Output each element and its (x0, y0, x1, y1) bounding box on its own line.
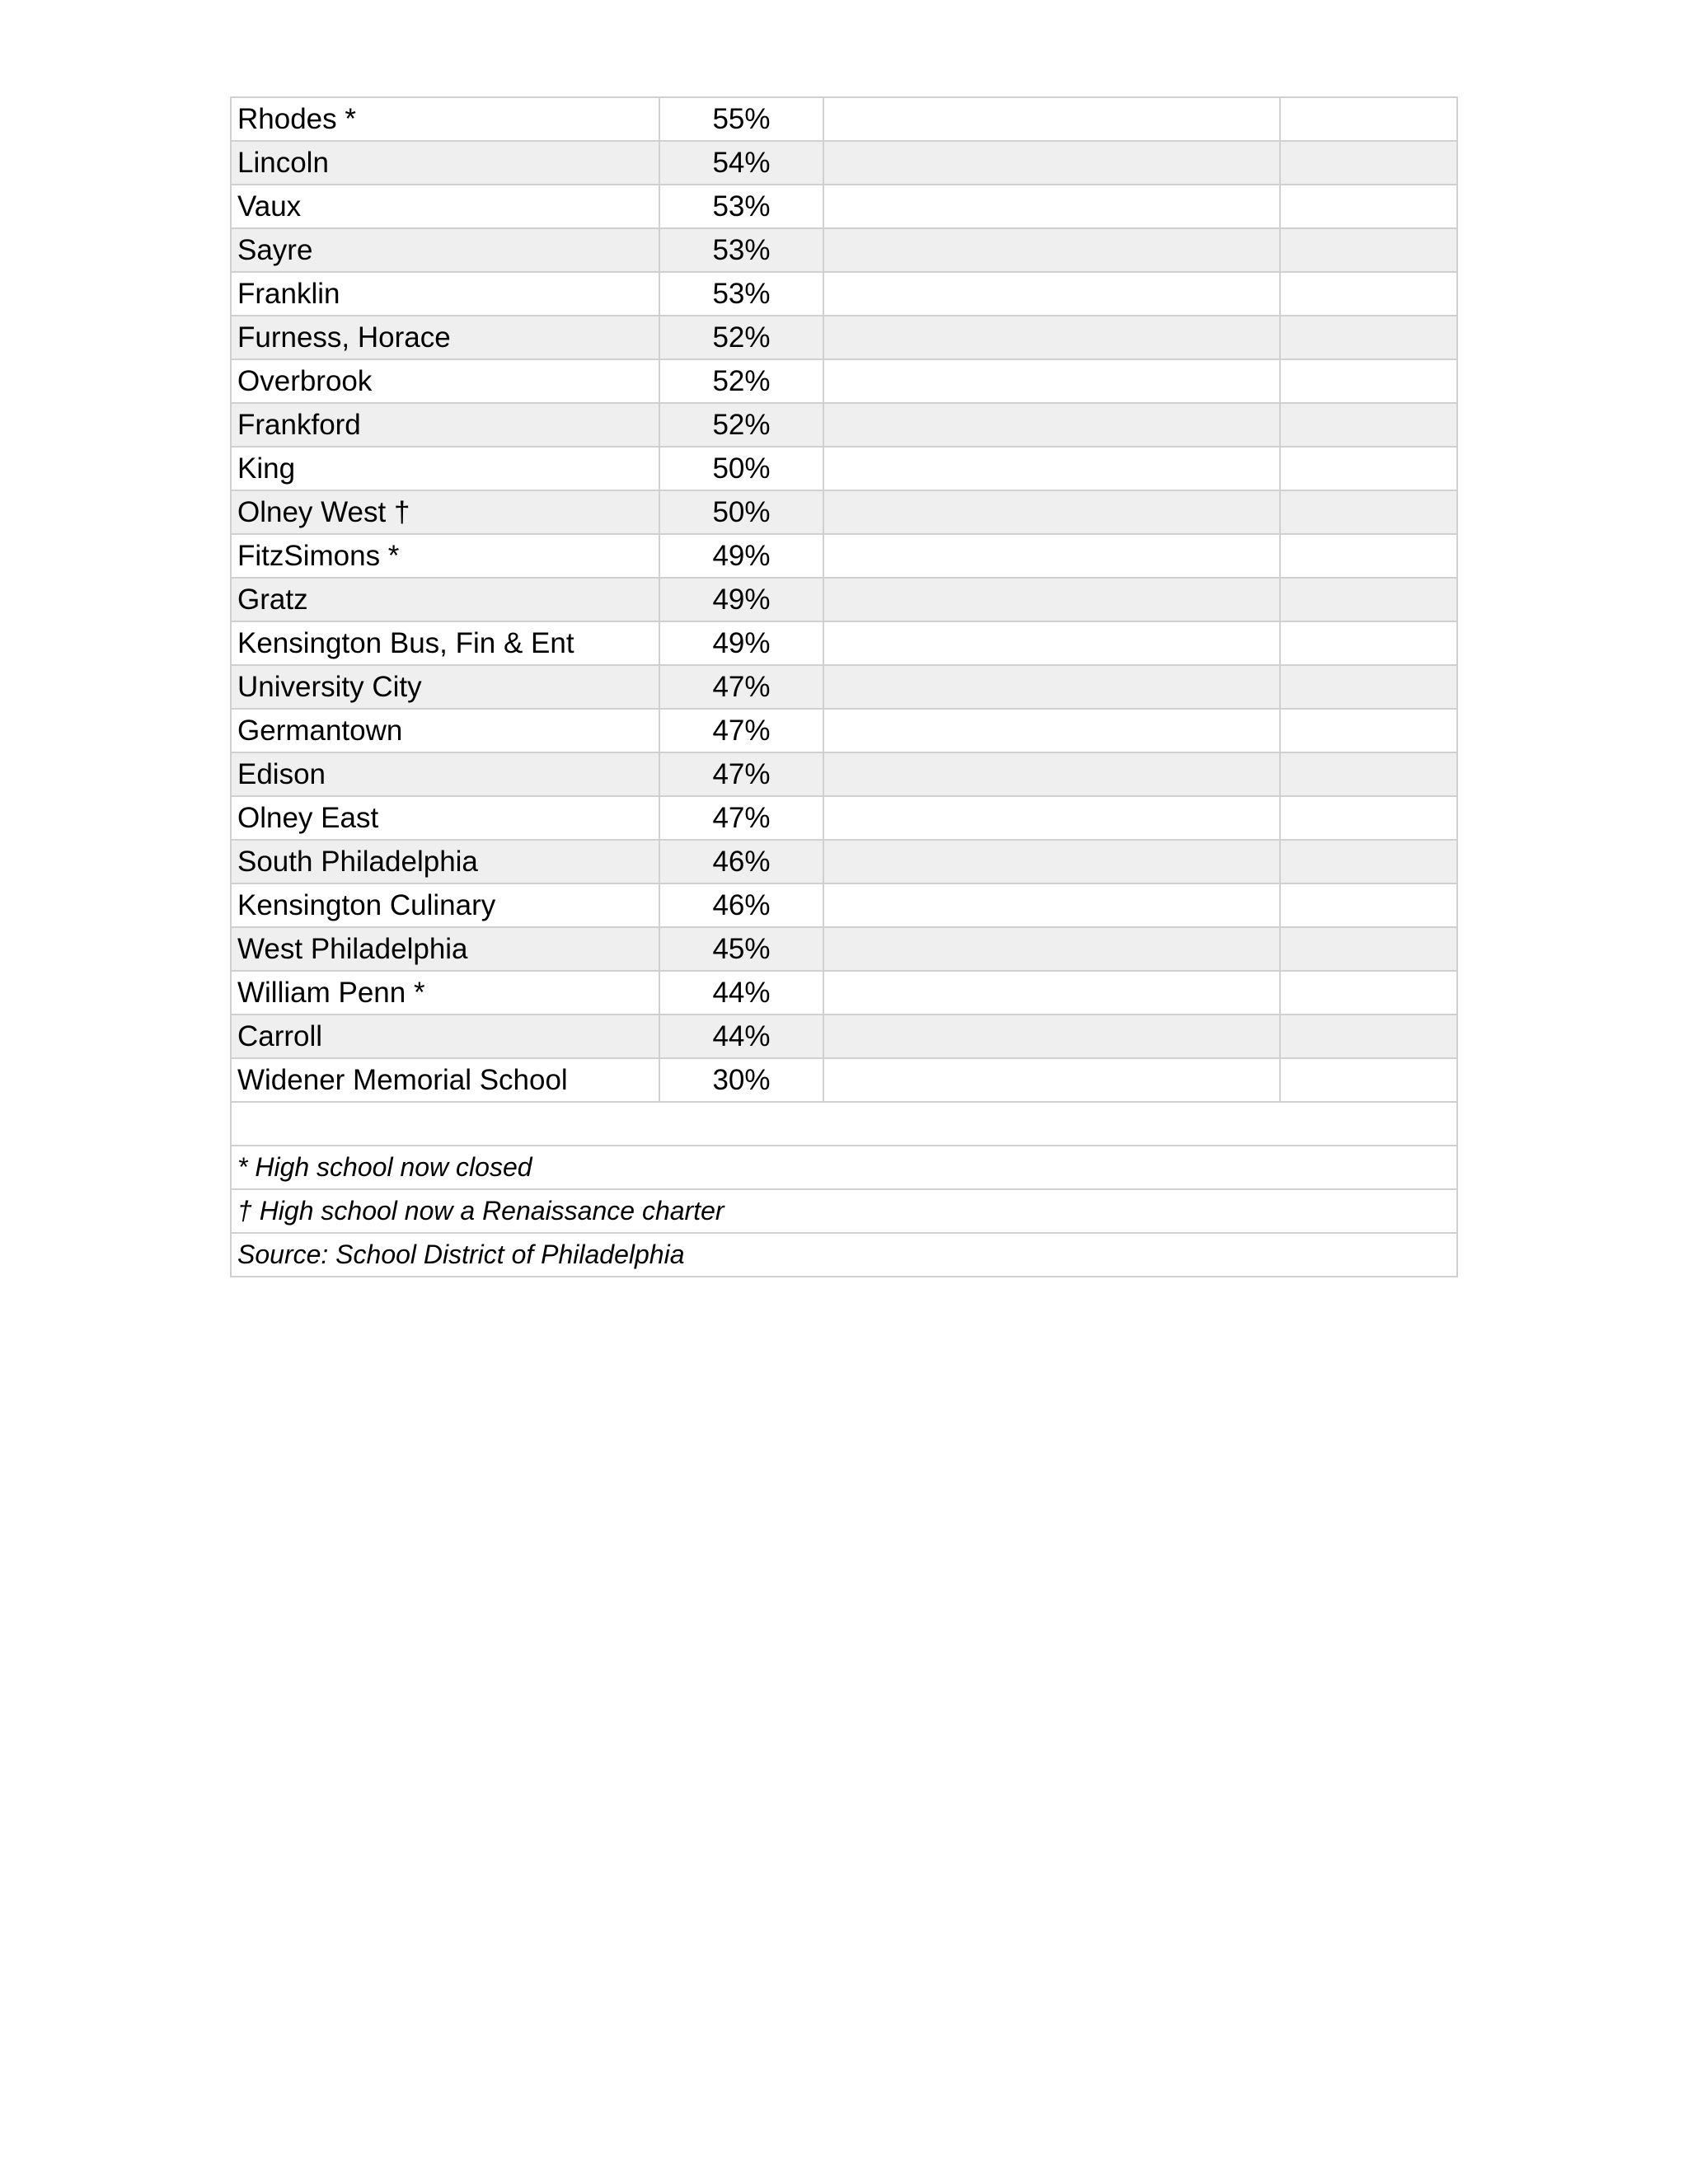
empty-cell (823, 141, 1280, 185)
empty-cell (823, 185, 1280, 228)
empty-cell (823, 1058, 1280, 1102)
percentage-cell: 46% (659, 883, 823, 927)
table-row (231, 796, 1457, 840)
percentage-cell: 55% (659, 97, 823, 141)
empty-cell (1280, 1015, 1457, 1058)
empty-cell (1280, 534, 1457, 578)
empty-cell (1280, 97, 1457, 141)
table-row (231, 403, 1457, 447)
empty-cell (823, 709, 1280, 752)
percentage-cell: 44% (659, 971, 823, 1015)
empty-cell (823, 403, 1280, 447)
percentage-cell: 49% (659, 534, 823, 578)
percentage-cell: 54% (659, 141, 823, 185)
percentage-cell: 49% (659, 578, 823, 621)
empty-cell (823, 228, 1280, 272)
table-row (231, 228, 1457, 272)
empty-cell (1280, 1058, 1457, 1102)
empty-cell (1280, 578, 1457, 621)
empty-cell (1280, 840, 1457, 883)
empty-cell (1280, 447, 1457, 490)
percentage-cell: 52% (659, 403, 823, 447)
school-name-cell: Kensington Bus, Fin & Ent (231, 621, 659, 665)
table-row (231, 272, 1457, 316)
empty-cell (1280, 665, 1457, 709)
school-name-cell: West Philadelphia (231, 927, 659, 971)
school-name-cell: South Philadelphia (231, 840, 659, 883)
empty-cell (823, 97, 1280, 141)
table-row (231, 1058, 1457, 1102)
empty-cell (823, 272, 1280, 316)
empty-cell (1280, 971, 1457, 1015)
empty-cell (1280, 490, 1457, 534)
empty-cell (1280, 752, 1457, 796)
empty-cell (823, 752, 1280, 796)
table-row (231, 621, 1457, 665)
school-name-cell: Carroll (231, 1015, 659, 1058)
blank-cell (231, 1102, 1457, 1146)
empty-cell (823, 621, 1280, 665)
empty-cell (823, 665, 1280, 709)
percentage-cell: 30% (659, 1058, 823, 1102)
percentage-cell: 53% (659, 185, 823, 228)
empty-cell (1280, 359, 1457, 403)
empty-cell (823, 840, 1280, 883)
table-row (231, 97, 1457, 141)
footnote-row (231, 1146, 1457, 1189)
empty-cell (1280, 141, 1457, 185)
school-percentage-table (230, 96, 1458, 1277)
percentage-cell: 45% (659, 927, 823, 971)
percentage-cell: 47% (659, 752, 823, 796)
school-name-cell: Sayre (231, 228, 659, 272)
table-row (231, 447, 1457, 490)
empty-cell (823, 490, 1280, 534)
school-name-cell: King (231, 447, 659, 490)
table-row (231, 1015, 1457, 1058)
school-name-cell: FitzSimons * (231, 534, 659, 578)
empty-cell (1280, 796, 1457, 840)
percentage-cell: 49% (659, 621, 823, 665)
empty-cell (823, 796, 1280, 840)
empty-cell (823, 578, 1280, 621)
footnote-text: † High school now a Renaissance charter (231, 1189, 1457, 1233)
percentage-cell: 52% (659, 316, 823, 359)
school-name-cell: Furness, Horace (231, 316, 659, 359)
table-row (231, 665, 1457, 709)
school-name-cell: Widener Memorial School (231, 1058, 659, 1102)
percentage-cell: 46% (659, 840, 823, 883)
percentage-cell: 50% (659, 447, 823, 490)
school-name-cell: Rhodes * (231, 97, 659, 141)
percentage-cell: 44% (659, 1015, 823, 1058)
empty-cell (1280, 228, 1457, 272)
percentage-cell: 47% (659, 709, 823, 752)
school-name-cell: Olney West † (231, 490, 659, 534)
empty-cell (1280, 316, 1457, 359)
school-name-cell: Frankford (231, 403, 659, 447)
percentage-cell: 50% (659, 490, 823, 534)
school-name-cell: Vaux (231, 185, 659, 228)
blank-row (231, 1102, 1457, 1146)
empty-cell (823, 971, 1280, 1015)
empty-cell (823, 534, 1280, 578)
table-row (231, 185, 1457, 228)
school-name-cell: Overbrook (231, 359, 659, 403)
school-name-cell: Lincoln (231, 141, 659, 185)
school-name-cell: Gratz (231, 578, 659, 621)
empty-cell (1280, 621, 1457, 665)
empty-cell (823, 927, 1280, 971)
school-name-cell: Germantown (231, 709, 659, 752)
table-row (231, 971, 1457, 1015)
empty-cell (823, 883, 1280, 927)
empty-cell (1280, 403, 1457, 447)
empty-cell (823, 447, 1280, 490)
empty-cell (1280, 927, 1457, 971)
empty-cell (1280, 272, 1457, 316)
table-row (231, 490, 1457, 534)
table-row (231, 578, 1457, 621)
school-name-cell: Kensington Culinary (231, 883, 659, 927)
table-row (231, 752, 1457, 796)
empty-cell (823, 1015, 1280, 1058)
school-name-cell: William Penn * (231, 971, 659, 1015)
table-row (231, 316, 1457, 359)
table-row (231, 534, 1457, 578)
percentage-cell: 47% (659, 665, 823, 709)
school-name-cell: Franklin (231, 272, 659, 316)
footnote-text: Source: School District of Philadelphia (231, 1233, 1457, 1277)
percentage-cell: 53% (659, 228, 823, 272)
footnote-row (231, 1233, 1457, 1277)
table-row (231, 883, 1457, 927)
school-name-cell: Olney East (231, 796, 659, 840)
school-name-cell: Edison (231, 752, 659, 796)
empty-cell (1280, 709, 1457, 752)
table-row (231, 927, 1457, 971)
footnote-row (231, 1189, 1457, 1233)
percentage-cell: 53% (659, 272, 823, 316)
table-row (231, 359, 1457, 403)
table-row (231, 840, 1457, 883)
percentage-cell: 47% (659, 796, 823, 840)
percentage-cell: 52% (659, 359, 823, 403)
empty-cell (823, 316, 1280, 359)
school-name-cell: University City (231, 665, 659, 709)
empty-cell (1280, 883, 1457, 927)
table-row (231, 709, 1457, 752)
table-body (231, 97, 1457, 1277)
empty-cell (823, 359, 1280, 403)
empty-cell (1280, 185, 1457, 228)
footnote-text: * High school now closed (231, 1146, 1457, 1189)
table-row (231, 141, 1457, 185)
